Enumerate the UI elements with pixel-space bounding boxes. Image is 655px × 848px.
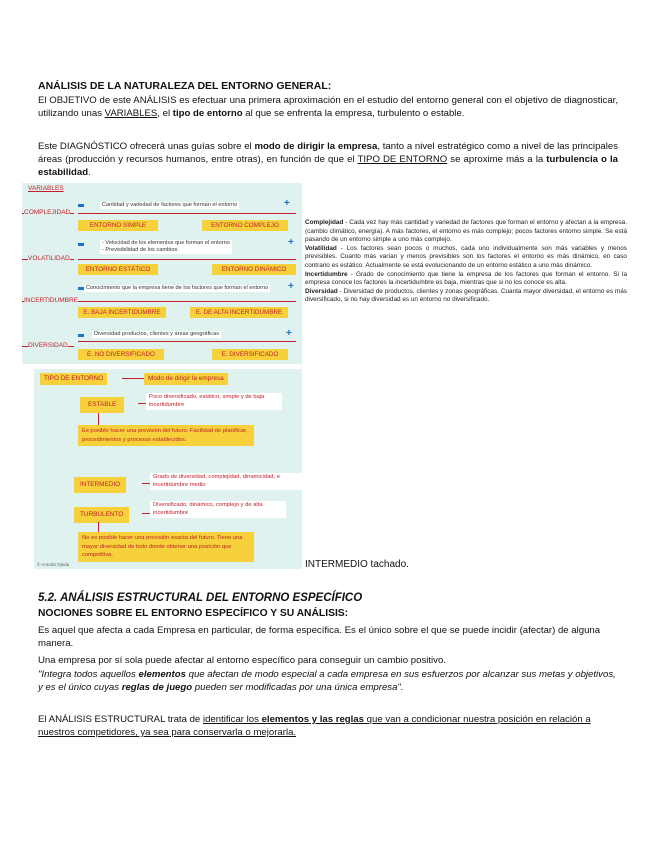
turbulento-description: Diversificado, dinámico, complejo y de alta incertidumbre bbox=[150, 501, 286, 518]
paragraph-objetivo: El OBJETIVO de este ANÁLISIS es efectuar una primera aproximación en el estudio del entorno general con el objetivo de diagnosticar, utilizando unas VARIABLES, el tipo de entorno al que se enfrenta la empresa, turbulento o estable. bbox=[38, 95, 618, 119]
scale-arrow bbox=[78, 341, 296, 342]
tipo-entorno-label: TIPO DE ENTORNO bbox=[40, 373, 107, 385]
variable-right-box: E. DIVERSIFICADO bbox=[212, 349, 288, 360]
scale-arrow bbox=[78, 259, 296, 260]
definition-item: Diversidad - Diversidad de productos, clientes y zonas geográficas. Cuanta mayor diversidad, el entorno es más diversificado, si no hay diversidad es un entorno no diversificado. bbox=[305, 287, 627, 304]
modo-dirigir-label: Modo de dirigir la empresa bbox=[144, 373, 228, 385]
section-5-2-subtitle: NOCIONES SOBRE EL ENTORNO ESPECÍFICO Y SU ANÁLISIS: bbox=[38, 608, 349, 619]
estable-label: ESTABLE bbox=[80, 397, 124, 413]
paragraph-empresa: Una empresa por sí sola puede afectar al entorno específico para conseguir un cambio positivo. bbox=[38, 655, 446, 666]
minus-icon bbox=[78, 334, 84, 337]
turbulento-label: TURBULENTO bbox=[74, 507, 129, 523]
minus-icon bbox=[78, 204, 84, 207]
variable-right-box: ENTORNO COMPLEJO bbox=[202, 220, 288, 231]
variable-left-box: E. BAJA INCERTIDUMBRE bbox=[78, 307, 166, 318]
variables-diagram bbox=[22, 183, 302, 364]
variable-left-box: ENTORNO ESTÁTICO bbox=[78, 264, 158, 275]
variable-note: Diversidad productos, clientes y áreas geográficas bbox=[94, 331, 219, 337]
section-5-2-title: 5.2. ANÁLISIS ESTRUCTURAL DEL ENTORNO ESPECÍFICO bbox=[38, 592, 363, 604]
intermedio-label: INTERMEDIO bbox=[74, 477, 126, 493]
paragraph-definicion: Es aquel que afecta a cada Empresa en particular, de forma específica. Es el único sobre el que se puede incidir (afectar) de alguna manera. bbox=[38, 625, 601, 649]
diagram-header: VARIABLES bbox=[28, 185, 64, 192]
variable-right-box: E. DE ALTA INCERTIDUMBRE bbox=[190, 307, 288, 318]
estable-description: Poco diversificado, estático, simple y de baja incertidumbre bbox=[146, 393, 282, 410]
connector bbox=[122, 378, 144, 379]
paragraph-diagnostico: Este DIAGNÓSTICO ofrecerá unas guías sobre el modo de dirigir la empresa, tanto a nivel estratégico como a nivel de las principales áreas (producción y recursos humanos, entre otras), en función de que el TIPO DE ENTORNO se aproxime más a la turbulencia o la estabilidad. bbox=[38, 141, 619, 178]
paragraph-analisis-estructural: El ANÁLISIS ESTRUCTURAL trata de identificar los elementos y las reglas que van a condicionar nuestra posición en relación a nuestros competidores, ya sea para conservarla o mejorarla. bbox=[38, 714, 591, 738]
variable-left-box: ENTORNO SIMPLE bbox=[78, 220, 158, 231]
definition-item: Volatilidad - Los factores sean pocos o muchos, cada uno individualmente son más variables y menos previsibles. Cuanto más varían y menos previsibles son los factores el entorno es más dinámico, en caso contrario es estático. Actualmente se está evolucionando de un entorno estático a uno más dinámico. bbox=[305, 244, 627, 269]
variable-label: INCERTIDUMBRE bbox=[24, 297, 79, 304]
turbulento-box: No es posible hacer una previsión exacta del futuro. Tiene una mayor diversidad de todo donde obtener una posición que competitiva. bbox=[78, 532, 254, 562]
entorno-type-diagram bbox=[34, 369, 302, 569]
scale-arrow bbox=[78, 213, 296, 214]
connector bbox=[98, 413, 99, 425]
connector bbox=[138, 403, 146, 404]
variable-right-box: ENTORNO DINÁMICO bbox=[212, 264, 296, 275]
scale-arrow bbox=[78, 301, 296, 302]
variable-note: - Velocidad de los elementos que forman el entorno - Previsibilidad de los cambios bbox=[102, 240, 230, 253]
variable-label: DIVERSIDAD bbox=[28, 342, 68, 349]
intermedio-description: Grado de diversidad, complejidad, dinamicidad, e incertidumbre medio bbox=[150, 473, 302, 490]
connector bbox=[98, 522, 99, 532]
variable-left-box: E. NO DIVERSIFICADO bbox=[78, 349, 164, 360]
tachado-note: INTERMEDIO tachado. bbox=[305, 559, 409, 570]
connector bbox=[142, 513, 150, 514]
variable-label: COMPLEJIDAD bbox=[24, 209, 71, 216]
variable-note: Cantidad y variedad de factores que forman el entorno bbox=[102, 202, 238, 208]
section-title: ANÁLISIS DE LA NATURALEZA DEL ENTORNO GENERAL: bbox=[38, 80, 332, 92]
connector bbox=[142, 483, 150, 484]
variable-definitions bbox=[305, 219, 627, 365]
image-credit: © Aranda Ojeda bbox=[37, 562, 70, 567]
definition-item: Complejidad - Cada vez hay más cantidad y variedad de factores que forman el entorno y afectan a la empresa. (cambio climático, energía). A más factores, el entorno es más complejo; pocos factores entorno simple. Se está pasando de un entorno simple a uno más complejo. bbox=[305, 219, 627, 244]
variable-note: Conocimiento que la empresa tiene de los factores que forman el entorno bbox=[86, 285, 269, 291]
variable-label: VOLATILIDAD bbox=[28, 255, 70, 262]
definition-item: Incertidumbre - Grado de conocimiento que tiene la empresa de los factores que forman el entorno. Si la empresa conoce los factores la incertidumbre es baja, mientras que si no los conoce es alta. bbox=[305, 270, 627, 287]
estable-box: Es posible hacer una previsión del futuro. Facilidad de planificar, procedimientos y procesos establecidos. bbox=[78, 425, 254, 446]
plus-icon: + bbox=[284, 198, 290, 209]
plus-icon: + bbox=[288, 281, 294, 292]
plus-icon: + bbox=[288, 237, 294, 248]
quote-paragraph: "Integra todos aquellos elementos que afectan de modo especial a cada empresa en sus esfuerzos por alcanzar sus metas y objetivos, y es el único cuyas reglas de juego pueden ser modificadas por una única empresa". bbox=[38, 669, 616, 693]
minus-icon bbox=[78, 243, 84, 246]
plus-icon: + bbox=[286, 328, 292, 339]
